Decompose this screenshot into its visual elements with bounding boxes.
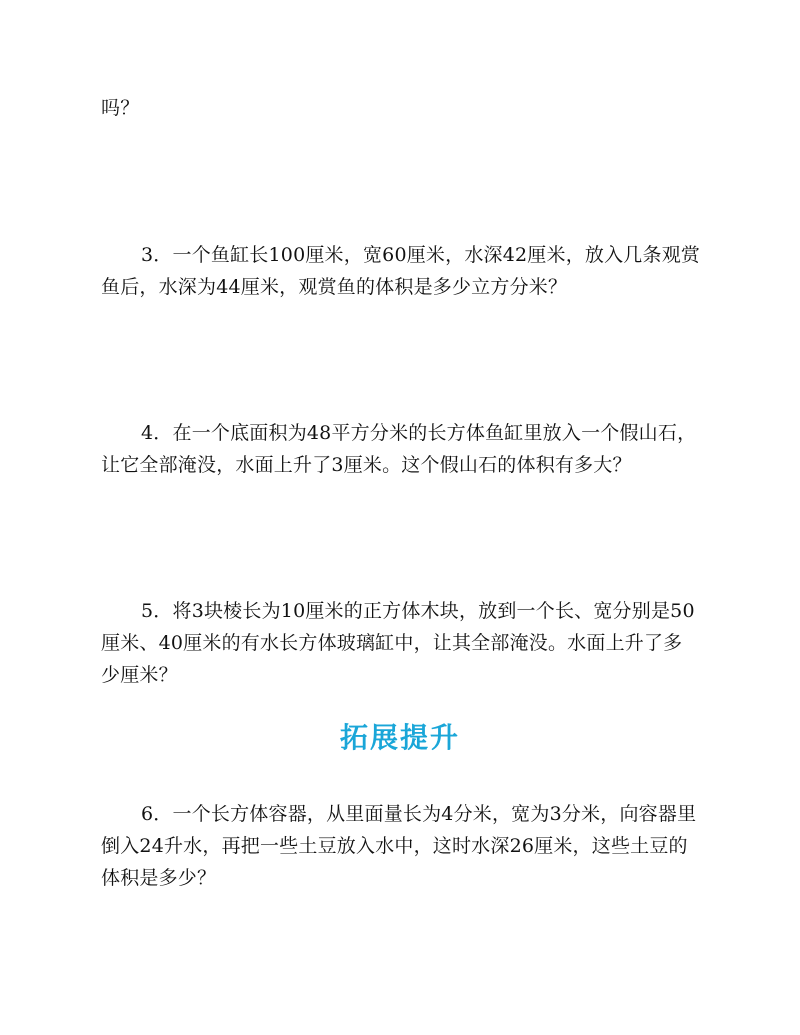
problem-3-line-2: 鱼后，水深为44厘米，观赏鱼的体积是多少立方分米？ xyxy=(101,276,568,298)
problem-5-line-3: 少厘米？ xyxy=(101,664,178,686)
problem-4-line-2: 让它全部淹没，水面上升了3厘米。这个假山石的体积有多大？ xyxy=(101,454,632,476)
problem-5-line-2: 厘米、40厘米的有水长方体玻璃缸中，让其全部淹没。水面上升了多 xyxy=(101,632,683,654)
problem-5-line-1: 5．将3块棱长为10厘米的正方体木块，放到一个长、宽分别是50 xyxy=(141,600,695,622)
problem-6-line-2: 倒入24升水，再把一些土豆放入水中，这时水深26厘米，这些土豆的 xyxy=(101,835,688,857)
section-title: 拓展提升 xyxy=(339,721,460,754)
problem-6-line-3: 体积是多少？ xyxy=(101,867,217,889)
continuation-text: 吗？ xyxy=(101,97,140,119)
problem-3-line-1: 3．一个鱼缸长100厘米，宽60厘米，水深42厘米，放入几条观赏 xyxy=(141,244,701,266)
problem-4-line-1: 4．在一个底面积为48平方分米的长方体鱼缸里放入一个假山石， xyxy=(141,422,697,444)
problem-6-line-1: 6．一个长方体容器，从里面量长为4分米，宽为3分米，向容器里 xyxy=(141,803,697,825)
